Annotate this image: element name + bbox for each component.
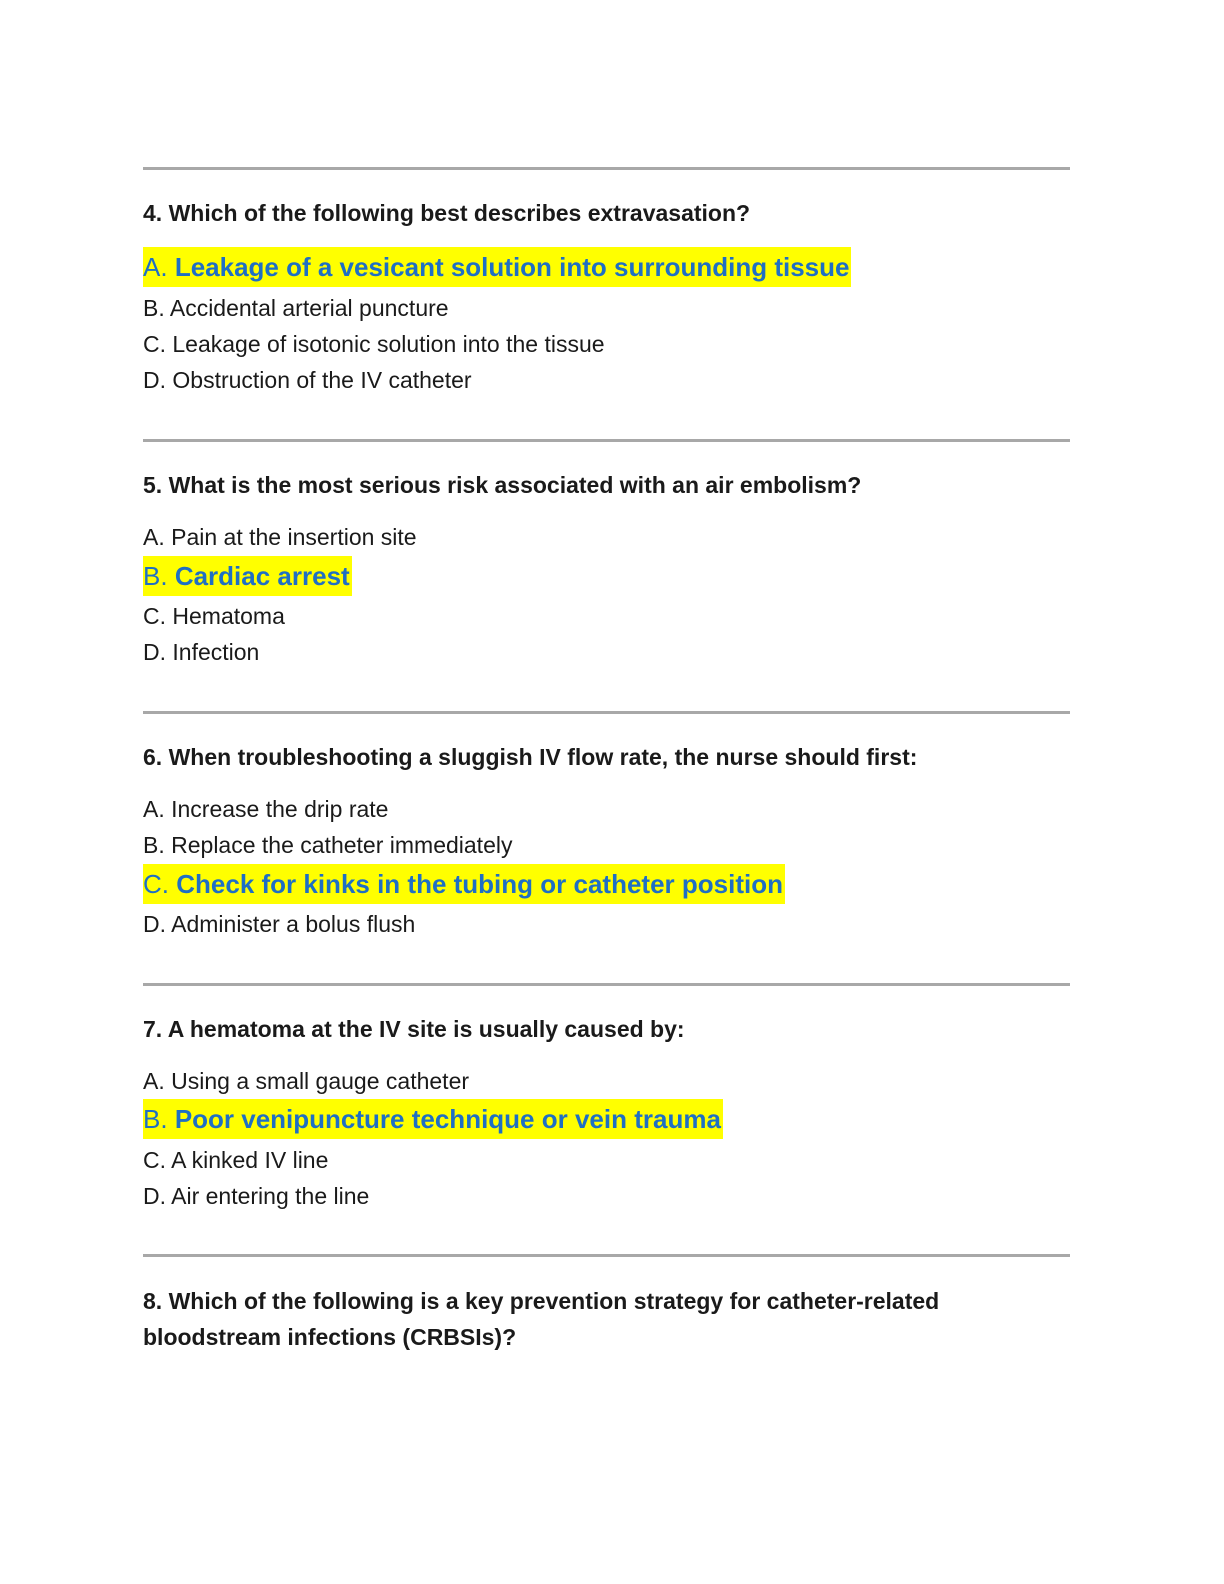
option-letter: D. <box>143 1183 166 1209</box>
option-letter: A. <box>143 796 165 822</box>
option-text: Accidental arterial puncture <box>169 295 449 321</box>
q7-option-c <box>143 1142 328 1178</box>
option-text: Replace the catheter immediately <box>171 832 513 858</box>
option-text: Air entering the line <box>171 1183 370 1209</box>
option-letter: C. <box>143 331 166 357</box>
option-letter: D. <box>143 911 166 937</box>
question-text: When troubleshooting a sluggish IV flow rate, the nurse should first: <box>168 744 918 770</box>
q5-option-c <box>143 598 285 634</box>
option-letter: B. <box>143 561 168 591</box>
option-text: Check for kinks in the tubing or catheter position <box>176 869 783 899</box>
option-letter: C. <box>143 869 169 899</box>
option-text: Hematoma <box>172 603 285 629</box>
option-text: Using a small gauge catheter <box>171 1068 470 1094</box>
section-divider <box>143 439 1070 442</box>
q7-option-d <box>143 1178 369 1214</box>
section-divider <box>143 1254 1070 1257</box>
option-text: Cardiac arrest <box>174 561 350 591</box>
option-text: A kinked IV line <box>171 1147 329 1173</box>
question-number: 6. <box>143 744 163 770</box>
question-text: A hematoma at the IV site is usually caused by: <box>167 1016 685 1042</box>
option-text: Obstruction of the IV catheter <box>172 367 472 393</box>
q5-option-b <box>143 556 352 596</box>
q4-option-c <box>143 326 605 362</box>
option-text: Administer a bolus flush <box>171 911 416 937</box>
question-text: Which of the following is a key prevention strategy for catheter-related bloodstream infections (CRBSIs)? <box>143 1288 940 1350</box>
question-7 <box>143 1011 1043 1047</box>
option-letter: C. <box>143 603 166 629</box>
q7-option-a <box>143 1063 469 1099</box>
question-8 <box>143 1283 1023 1355</box>
question-number: 5. <box>143 472 163 498</box>
option-text: Increase the drip rate <box>171 796 389 822</box>
option-letter: C. <box>143 1147 166 1173</box>
q7-option-b <box>143 1099 723 1139</box>
option-letter: D. <box>143 367 166 393</box>
section-divider <box>143 711 1070 714</box>
q6-option-c <box>143 864 785 904</box>
q5-option-d <box>143 634 259 670</box>
option-text: Leakage of a vesicant solution into surrounding tissue <box>174 252 850 282</box>
question-6 <box>143 739 1043 775</box>
q4-option-b <box>143 290 449 326</box>
option-text: Infection <box>172 639 260 665</box>
question-4 <box>143 195 1043 231</box>
q6-option-d <box>143 906 415 942</box>
q6-option-b <box>143 827 512 863</box>
question-5 <box>143 467 1043 503</box>
section-divider <box>143 983 1070 986</box>
q4-option-a <box>143 247 851 287</box>
option-text: Leakage of isotonic solution into the tissue <box>172 331 605 357</box>
option-text: Pain at the insertion site <box>171 524 417 550</box>
question-number: 7. <box>143 1016 163 1042</box>
option-letter: B. <box>143 295 165 321</box>
question-text: What is the most serious risk associated with an air embolism? <box>168 472 862 498</box>
question-text: Which of the following best describes extravasation? <box>168 200 751 226</box>
option-letter: D. <box>143 639 166 665</box>
section-divider <box>143 167 1070 170</box>
option-text: Poor venipuncture technique or vein trauma <box>174 1104 721 1134</box>
q6-option-a <box>143 791 388 827</box>
question-number: 8. <box>143 1288 163 1314</box>
q4-option-d <box>143 362 472 398</box>
option-letter: A. <box>143 252 168 282</box>
question-number: 4. <box>143 200 163 226</box>
option-letter: A. <box>143 524 165 550</box>
option-letter: B. <box>143 832 165 858</box>
option-letter: B. <box>143 1104 168 1134</box>
option-letter: A. <box>143 1068 165 1094</box>
q5-option-a <box>143 519 417 555</box>
